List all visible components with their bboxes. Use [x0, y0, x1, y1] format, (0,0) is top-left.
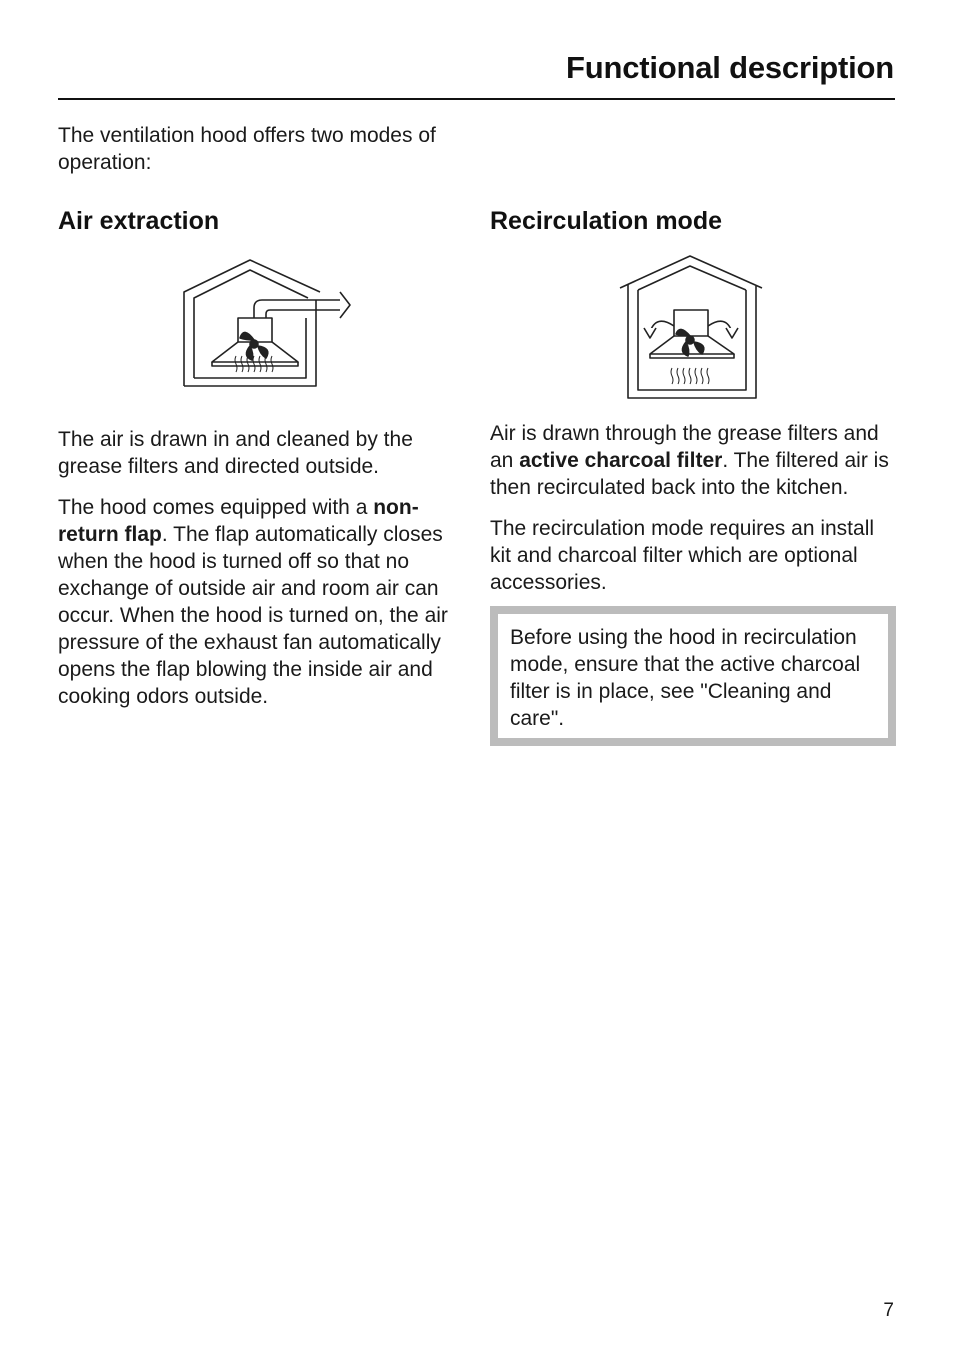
text-run: . The flap automatically closes when the hood is turned off so that no exchange of outside air and room air can occur. When the hood is turned on, the air pressure of the exhaust fan automatically opens the flap blowing the inside air and cooking odors outside.: [58, 523, 448, 708]
text-run: . The filtered air is then recirculated back into the kitchen.: [490, 449, 889, 499]
recirculation-paragraph-2: The recirculation mode requires an install kit and charcoal filter which are optional accessories.: [490, 517, 875, 594]
text-run: The hood comes equipped with a: [58, 496, 374, 519]
air-extraction-section: [58, 204, 458, 710]
active-charcoal-filter-term: active charcoal filter: [519, 449, 723, 472]
non-return-flap-term: non-return flap: [58, 496, 419, 546]
recirculation-section: [490, 204, 896, 746]
intro-text: The ventilation hood offers two modes of operation:: [58, 124, 436, 174]
page-number: 7: [883, 1300, 894, 1321]
note-text: Before using the hood in recirculation mode, ensure that the active charcoal filter is in place, see "Cleaning and care".: [510, 626, 861, 730]
air-extraction-heading: Air extraction: [58, 207, 220, 235]
note-box: [490, 606, 896, 746]
page-title: Functional description: [565, 50, 894, 85]
air-extraction-paragraph-1: The air is drawn in and cleaned by the grease filters and directed outside.: [58, 428, 413, 478]
recirculation-heading: Recirculation mode: [490, 207, 722, 235]
header-rule: [58, 98, 895, 100]
house-hood-exhaust-outside-icon: [172, 256, 352, 406]
recirculation-paragraph-1: [490, 420, 896, 501]
house-hood-recirculation-icon: [616, 254, 766, 402]
air-extraction-paragraph-2: [58, 494, 458, 710]
text-run: Air is drawn through the grease filters and an: [490, 422, 879, 472]
